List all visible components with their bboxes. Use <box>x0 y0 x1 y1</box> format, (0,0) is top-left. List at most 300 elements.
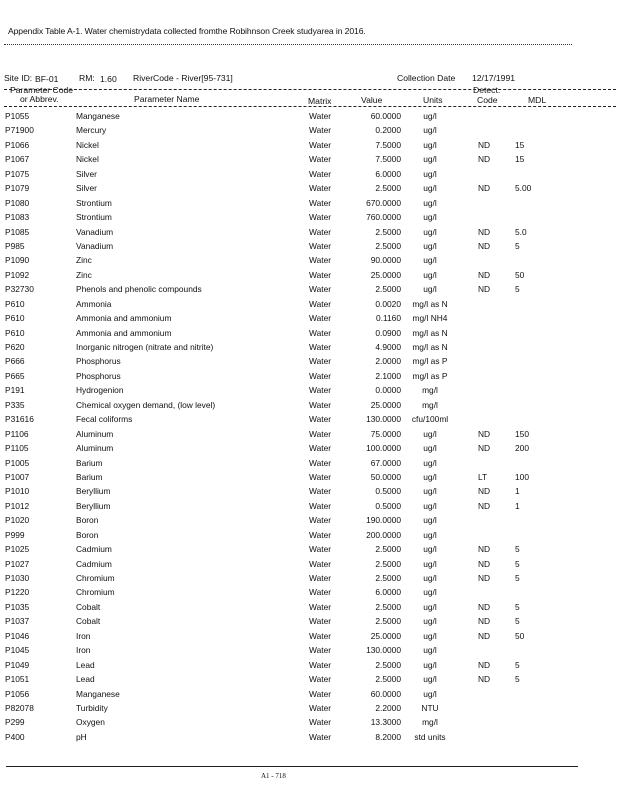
row-mdl: 50 <box>515 269 525 280</box>
row-detect-code: ND <box>478 284 491 295</box>
row-parameter-name: Strontium <box>76 212 112 223</box>
row-value: 13.3000 <box>370 717 401 728</box>
row-value: 25.0000 <box>370 399 401 410</box>
row-units: mg/l <box>422 385 438 396</box>
row-units: cfu/100ml <box>411 414 449 425</box>
row-matrix: Water <box>309 183 332 194</box>
row-mdl: 150 <box>515 428 529 439</box>
row-matrix: Water <box>309 645 332 656</box>
row-units: ug/l <box>423 616 437 627</box>
table-row <box>0 557 618 571</box>
row-units: ug/l <box>423 139 437 150</box>
row-units: ug/l <box>423 197 437 208</box>
river-code: RiverCode - River[95-731] <box>133 73 233 83</box>
table-row <box>0 297 618 311</box>
row-units: ug/l <box>423 255 437 266</box>
row-code: P610 <box>5 327 25 338</box>
footer-divider <box>6 766 578 767</box>
row-matrix: Water <box>309 125 332 136</box>
row-mdl: 5 <box>515 573 520 583</box>
row-parameter-name: pH <box>76 731 87 742</box>
row-units: ug/l <box>423 515 437 526</box>
row-value: 75.0000 <box>370 428 401 439</box>
page-number: A1 - 718 <box>261 772 286 780</box>
row-detect-code: ND <box>478 240 491 251</box>
row-units: ug/l <box>423 630 437 641</box>
row-code: P1066 <box>5 139 30 150</box>
row-value: 2.2000 <box>375 702 401 713</box>
row-matrix: Water <box>309 587 332 598</box>
row-code: P666 <box>5 356 25 367</box>
table-row <box>0 643 618 657</box>
row-value: 2.5000 <box>375 601 401 612</box>
row-mdl: 50 <box>515 630 525 641</box>
row-matrix: Water <box>309 486 332 497</box>
row-parameter-name: Nickel <box>76 154 99 165</box>
row-units: ug/l <box>423 659 437 670</box>
row-units: ug/l <box>423 645 437 656</box>
row-units: ug/l <box>423 573 437 583</box>
row-units: ug/l <box>423 154 437 165</box>
table-row <box>0 701 618 715</box>
row-parameter-name: Zinc <box>76 255 92 266</box>
table-row <box>0 326 618 340</box>
row-code: P1010 <box>5 486 30 497</box>
table-row <box>0 282 618 296</box>
table-row <box>0 441 618 455</box>
table-row <box>0 354 618 368</box>
row-matrix: Water <box>309 414 332 425</box>
row-matrix: Water <box>309 500 332 511</box>
row-code: P1045 <box>5 645 30 656</box>
row-value: 0.5000 <box>375 500 401 511</box>
row-value: 760.0000 <box>366 212 401 223</box>
row-value: 670.0000 <box>366 197 401 208</box>
row-code: P191 <box>5 385 25 396</box>
row-parameter-name: Lead <box>76 674 95 685</box>
row-value: 130.0000 <box>366 645 401 656</box>
row-detect-code: ND <box>478 486 491 497</box>
table-row <box>0 542 618 556</box>
row-matrix: Water <box>309 385 332 396</box>
title-divider <box>4 44 572 45</box>
row-mdl: 5 <box>515 674 520 685</box>
row-code: P1105 <box>5 443 29 454</box>
row-parameter-name: Vanadium <box>76 240 114 251</box>
row-value: 0.1160 <box>376 313 401 324</box>
data-table-body <box>0 109 618 744</box>
row-parameter-name: Cadmium <box>76 544 112 555</box>
row-units: ug/l <box>423 125 437 136</box>
row-matrix: Water <box>309 111 332 121</box>
row-parameter-name: Cobalt <box>76 616 101 627</box>
row-code: P1030 <box>5 573 30 583</box>
row-parameter-name: Boron <box>76 515 99 526</box>
row-mdl: 5 <box>515 240 520 251</box>
row-value: 0.2000 <box>375 125 401 136</box>
row-parameter-name: Hydrogenion <box>76 385 124 396</box>
table-row <box>0 398 618 412</box>
row-value: 0.0020 <box>375 298 401 309</box>
row-detect-code: ND <box>478 674 491 685</box>
row-parameter-name: Aluminum <box>76 428 114 439</box>
row-detect-code: ND <box>478 601 491 612</box>
table-row <box>0 167 618 181</box>
row-detect-code: ND <box>478 443 491 454</box>
row-detect-code: ND <box>478 500 491 511</box>
table-row <box>0 715 618 729</box>
row-value: 7.5000 <box>375 139 401 150</box>
row-parameter-name: Beryllium <box>76 486 111 497</box>
row-code: P1005 <box>5 457 30 468</box>
row-code: P1012 <box>5 500 30 511</box>
row-value: 7.5000 <box>375 154 401 165</box>
row-detect-code: ND <box>478 616 491 627</box>
table-row <box>0 456 618 470</box>
table-row <box>0 138 618 152</box>
row-parameter-name: Oxygen <box>76 717 105 728</box>
table-row <box>0 484 618 498</box>
row-units: ug/l <box>423 428 437 439</box>
row-units: mg/l <box>422 399 438 410</box>
row-code: P620 <box>5 342 25 352</box>
row-code: P1049 <box>5 659 30 670</box>
table-row <box>0 600 618 614</box>
row-value: 25.0000 <box>370 269 401 280</box>
row-units: ug/l <box>423 183 437 194</box>
row-code: P1051 <box>5 674 30 685</box>
row-mdl: 5 <box>515 284 520 295</box>
row-code: P1046 <box>5 630 30 641</box>
row-code: P1037 <box>5 616 30 627</box>
table-row <box>0 499 618 513</box>
row-units: ug/l <box>423 601 437 612</box>
row-value: 2.0000 <box>375 356 401 367</box>
row-matrix: Water <box>309 544 332 555</box>
row-parameter-name: Nickel <box>76 139 99 150</box>
row-mdl: 5 <box>515 659 520 670</box>
row-parameter-name: Phosphorus <box>76 370 121 381</box>
header-parameter-code: Parameter Code <box>10 85 74 95</box>
table-row <box>0 123 618 137</box>
row-parameter-name: Phosphorus <box>76 356 121 367</box>
row-units: ug/l <box>423 240 437 251</box>
row-code: P1079 <box>5 183 30 194</box>
row-value: 0.0900 <box>375 327 401 338</box>
row-matrix: Water <box>309 659 332 670</box>
collection-date-label: Collection Date <box>397 73 456 83</box>
row-units: mg/l as P <box>412 356 448 367</box>
row-units: ug/l <box>423 529 437 540</box>
row-value: 90.0000 <box>370 255 401 266</box>
table-row <box>0 571 618 585</box>
header-mdl: MDL <box>528 95 547 105</box>
row-value: 4.9000 <box>375 342 401 352</box>
row-matrix: Water <box>309 443 332 454</box>
row-parameter-name: Turbidity <box>76 702 108 713</box>
header-detect-code: Code <box>477 95 498 105</box>
table-row <box>0 412 618 426</box>
row-code: P299 <box>5 717 25 728</box>
row-code: P1075 <box>5 168 30 179</box>
row-matrix: Water <box>309 212 332 223</box>
row-code: P1085 <box>5 226 30 237</box>
table-row <box>0 196 618 210</box>
row-mdl: 5 <box>515 601 520 612</box>
row-value: 2.5000 <box>375 616 401 627</box>
row-matrix: Water <box>309 573 332 583</box>
row-matrix: Water <box>309 298 332 309</box>
row-detect-code: ND <box>478 659 491 670</box>
row-value: 130.0000 <box>366 414 401 425</box>
row-code: P82078 <box>5 702 34 713</box>
row-code: P985 <box>5 240 25 251</box>
row-matrix: Water <box>309 226 332 237</box>
row-detect-code: ND <box>478 139 491 150</box>
row-parameter-name: Ammonia and ammonium <box>76 327 172 338</box>
row-mdl: 1 <box>515 500 520 511</box>
row-value: 2.5000 <box>375 284 401 295</box>
row-parameter-name: Manganese <box>76 111 120 121</box>
row-code: P335 <box>5 399 25 410</box>
row-units: ug/l <box>423 471 437 482</box>
row-parameter-name: Iron <box>76 645 91 656</box>
row-parameter-name: Manganese <box>76 688 120 699</box>
row-units: NTU <box>421 702 439 713</box>
row-matrix: Water <box>309 168 332 179</box>
row-mdl: 5.00 <box>515 183 532 194</box>
row-value: 200.0000 <box>366 529 401 540</box>
row-matrix: Water <box>309 139 332 150</box>
table-row <box>0 427 618 441</box>
row-code: P1067 <box>5 154 30 165</box>
row-value: 2.5000 <box>375 240 401 251</box>
row-code: P71900 <box>5 125 34 136</box>
row-code: P400 <box>5 731 25 742</box>
row-matrix: Water <box>309 269 332 280</box>
row-matrix: Water <box>309 399 332 410</box>
row-value: 67.0000 <box>370 457 401 468</box>
table-row <box>0 210 618 224</box>
row-units: ug/l <box>423 111 437 121</box>
row-code: P665 <box>5 370 25 381</box>
table-row <box>0 268 618 282</box>
row-units: mg/l NH4 <box>412 313 448 324</box>
row-parameter-name: Silver <box>76 183 97 194</box>
row-matrix: Water <box>309 558 332 569</box>
row-matrix: Water <box>309 717 332 728</box>
row-parameter-name: Iron <box>76 630 91 641</box>
row-parameter-name: Silver <box>76 168 97 179</box>
row-matrix: Water <box>309 515 332 526</box>
row-units: ug/l <box>423 674 437 685</box>
row-code: P1025 <box>5 544 30 555</box>
row-code: P610 <box>5 313 25 324</box>
row-value: 2.5000 <box>375 558 401 569</box>
row-code: P1027 <box>5 558 30 569</box>
table-row <box>0 730 618 744</box>
collection-date-value: 12/17/1991 <box>472 73 516 83</box>
row-units: mg/l as N <box>412 298 448 309</box>
row-matrix: Water <box>309 284 332 295</box>
table-row <box>0 109 618 123</box>
table-row <box>0 585 618 599</box>
site-id-value: BF-01 <box>35 74 59 84</box>
row-value: 2.5000 <box>375 226 401 237</box>
row-value: 0.0000 <box>375 385 401 396</box>
row-parameter-name: Strontium <box>76 197 112 208</box>
row-code: P1220 <box>5 587 30 598</box>
row-units: ug/l <box>423 457 437 468</box>
row-value: 2.5000 <box>375 674 401 685</box>
row-value: 2.5000 <box>375 573 401 583</box>
row-parameter-name: Boron <box>76 529 99 540</box>
header-bottom-divider <box>4 106 616 107</box>
header-parameter-name: Parameter Name <box>134 94 200 104</box>
table-row <box>0 311 618 325</box>
header-value: Value <box>361 95 383 105</box>
row-value: 2.5000 <box>375 659 401 670</box>
row-matrix: Water <box>309 471 332 482</box>
row-value: 2.5000 <box>375 544 401 555</box>
row-units: ug/l <box>423 688 437 699</box>
row-matrix: Water <box>309 630 332 641</box>
row-parameter-name: Zinc <box>76 269 92 280</box>
row-parameter-name: Fecal coliforms <box>76 414 133 425</box>
row-parameter-name: Inorganic nitrogen (nitrate and nitrite) <box>76 342 214 352</box>
row-mdl: 5.0 <box>515 226 527 237</box>
row-mdl: 200 <box>515 443 529 454</box>
row-mdl: 1 <box>515 486 520 497</box>
row-units: mg/l as N <box>412 327 448 338</box>
row-units: ug/l <box>423 226 437 237</box>
table-row <box>0 225 618 239</box>
row-parameter-name: Barium <box>76 457 103 468</box>
row-matrix: Water <box>309 154 332 165</box>
row-value: 190.0000 <box>366 515 401 526</box>
row-parameter-name: Vanadium <box>76 226 114 237</box>
table-row <box>0 658 618 672</box>
row-matrix: Water <box>309 356 332 367</box>
row-parameter-name: Aluminum <box>76 443 114 454</box>
row-parameter-name: Chemical oxygen demand, (low level) <box>76 399 216 410</box>
row-detect-code: ND <box>478 573 491 583</box>
row-matrix: Water <box>309 327 332 338</box>
rm-label: RM: <box>79 73 95 83</box>
row-mdl: 15 <box>515 154 525 165</box>
row-detect-code: ND <box>478 226 491 237</box>
site-id-label: Site ID: <box>4 73 33 83</box>
row-units: ug/l <box>423 168 437 179</box>
row-units: ug/l <box>423 486 437 497</box>
header-parameter-abbrev: or Abbrev. <box>20 94 59 104</box>
row-parameter-name: Mercury <box>76 125 107 136</box>
row-code: P32730 <box>5 284 34 295</box>
row-units: ug/l <box>423 284 437 295</box>
table-row <box>0 152 618 166</box>
row-mdl: 5 <box>515 544 520 555</box>
row-mdl: 100 <box>515 471 529 482</box>
row-units: ug/l <box>423 212 437 223</box>
row-matrix: Water <box>309 688 332 699</box>
row-value: 100.0000 <box>366 443 401 454</box>
table-row <box>0 629 618 643</box>
row-value: 60.0000 <box>370 688 401 699</box>
row-matrix: Water <box>309 529 332 540</box>
row-matrix: Water <box>309 702 332 713</box>
row-code: P31616 <box>5 414 34 425</box>
row-matrix: Water <box>309 240 332 251</box>
row-units: ug/l <box>423 587 437 598</box>
row-matrix: Water <box>309 370 332 381</box>
row-matrix: Water <box>309 428 332 439</box>
row-matrix: Water <box>309 313 332 324</box>
header-units: Units <box>423 95 443 105</box>
row-parameter-name: Barium <box>76 471 103 482</box>
row-parameter-name: Beryllium <box>76 500 111 511</box>
row-matrix: Water <box>309 674 332 685</box>
row-value: 2.1000 <box>375 370 401 381</box>
row-units: ug/l <box>423 443 437 454</box>
row-matrix: Water <box>309 731 332 742</box>
row-parameter-name: Phenols and phenolic compounds <box>76 284 202 295</box>
row-matrix: Water <box>309 197 332 208</box>
row-units: ug/l <box>423 544 437 555</box>
row-detect-code: ND <box>478 183 491 194</box>
row-detect-code: ND <box>478 428 491 439</box>
row-parameter-name: Cobalt <box>76 601 101 612</box>
row-code: P1035 <box>5 601 30 612</box>
table-row <box>0 181 618 195</box>
table-row <box>0 340 618 354</box>
row-code: P610 <box>5 298 25 309</box>
row-matrix: Water <box>309 457 332 468</box>
row-value: 2.5000 <box>375 183 401 194</box>
row-value: 50.0000 <box>370 471 401 482</box>
header-top-divider <box>4 89 616 90</box>
row-parameter-name: Chromium <box>76 573 115 583</box>
row-parameter-name: Chromium <box>76 587 115 598</box>
table-row <box>0 470 618 484</box>
row-units: mg/l <box>422 717 438 728</box>
row-matrix: Water <box>309 342 332 352</box>
row-code: P1080 <box>5 197 30 208</box>
table-row <box>0 383 618 397</box>
row-value: 6.0000 <box>375 587 401 598</box>
table-row <box>0 672 618 686</box>
row-mdl: 5 <box>515 616 520 627</box>
row-matrix: Water <box>309 601 332 612</box>
row-units: mg/l as P <box>412 370 448 381</box>
row-code: P1092 <box>5 269 30 280</box>
table-row <box>0 239 618 253</box>
row-units: ug/l <box>423 269 437 280</box>
row-detect-code: LT <box>478 471 488 482</box>
row-parameter-name: Cadmium <box>76 558 112 569</box>
row-code: P1106 <box>5 428 29 439</box>
row-code: P1056 <box>5 688 30 699</box>
row-detect-code: ND <box>478 630 491 641</box>
row-parameter-name: Ammonia and ammonium <box>76 313 172 324</box>
row-units: mg/l as N <box>412 342 448 352</box>
row-value: 25.0000 <box>370 630 401 641</box>
table-row <box>0 528 618 542</box>
table-title: Appendix Table A-1. Water chemistrydata collected fromthe Robihnson Creek studyarea in 2016. <box>8 26 366 36</box>
row-units: ug/l <box>423 500 437 511</box>
table-row <box>0 369 618 383</box>
row-value: 0.5000 <box>375 486 401 497</box>
row-value: 60.0000 <box>370 111 401 121</box>
